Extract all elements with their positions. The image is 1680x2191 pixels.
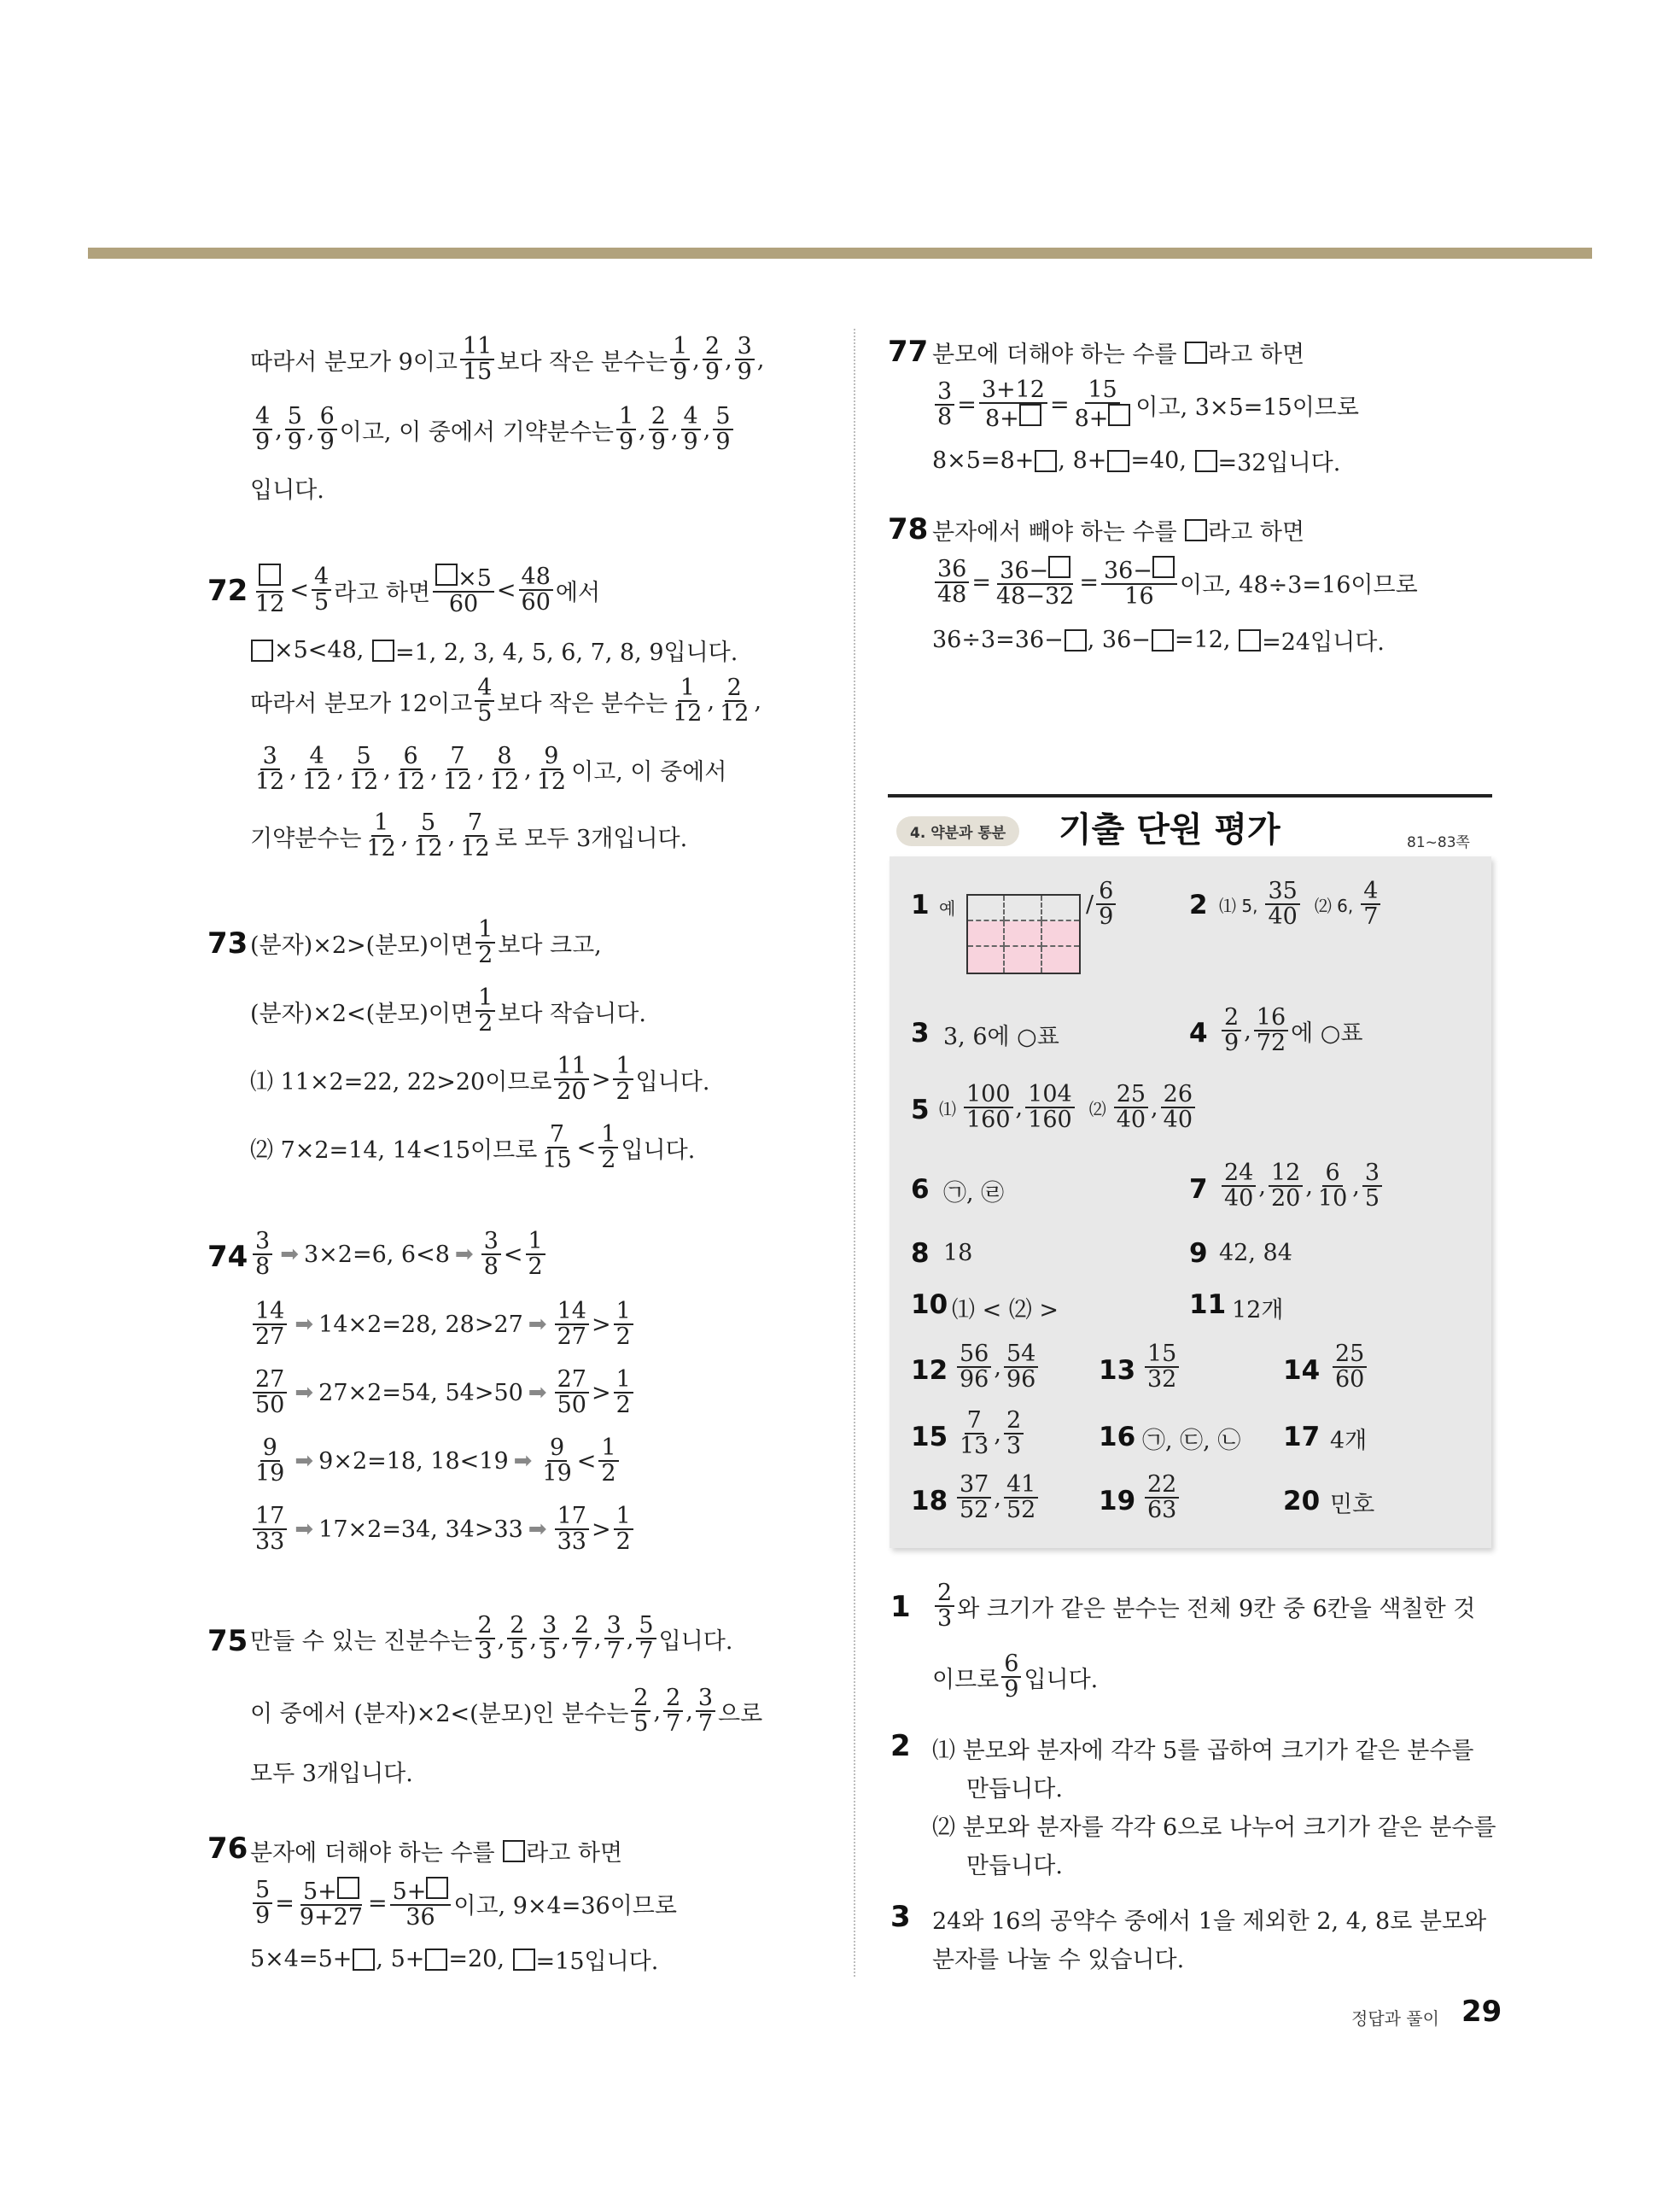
answer-number: 18 [911, 1486, 948, 1516]
explanation-line: 분자를 나눌 수 있습니다. [932, 1947, 1185, 1973]
arrow-icon: ➡ [454, 1242, 474, 1268]
p72-line3: 따라서 분모가 12이고 4 5 보다 작은 분수는 1 12 , 2 12 , [250, 675, 762, 727]
arrow-icon: ➡ [513, 1448, 533, 1475]
answer-example-label: 예 [939, 898, 956, 919]
top-rule [88, 248, 1592, 259]
answer-number: 19 [1099, 1486, 1136, 1516]
arrow-icon: ➡ [280, 1242, 299, 1268]
arrow-icon: ➡ [295, 1448, 314, 1475]
page-number: 29 [1461, 1995, 1502, 2029]
explanation-line: ⑴ 분모와 분자에 각각 5를 곱하여 크기가 같은 분수를 [932, 1738, 1474, 1764]
p76-line2: $\frac{5}{9}$ = $\frac{5+}{9+27}$ = $\frac{5+}{36}$ 이고, 9×4=36이므로 [250, 1877, 677, 1931]
explanation-line: 2 3 와 크기가 같은 분수는 전체 9칸 중 6칸을 색칠한 것 [932, 1581, 1475, 1632]
problem-number: 73 [207, 926, 248, 961]
p72-line4: 3 12 , 4 12 , 5 12 , 6 12 , 7 12 , 8 12 , 9 12 이고, 이 중에서 [255, 743, 727, 796]
answer-value: 22 63 [1142, 1473, 1181, 1523]
section-title: 기출 단원 평가 [1059, 810, 1280, 850]
arrow-icon: ➡ [295, 1380, 314, 1406]
problem-number: 78 [888, 512, 929, 546]
problem-number: 76 [207, 1832, 248, 1866]
answer-number: 3 [911, 1018, 930, 1049]
answer-number: 16 [1099, 1422, 1136, 1452]
answer-number: 5 [911, 1095, 930, 1125]
answer-value: 2 9 , 16 72 에 ○표 [1219, 1006, 1362, 1056]
p77-line3: 8×5=8+ , 8+ =40, =32입니다. [932, 447, 1341, 476]
answer-value: 3, 6에 ○표 [943, 1024, 1059, 1050]
p78-line3: 36÷3=36− , 36− =12, =24입니다. [932, 627, 1385, 656]
p72-line2: ×5<48, =1, 2, 3, 4, 5, 6, 7, 8, 9입니다. [250, 634, 738, 667]
answer-value: 18 [943, 1240, 973, 1266]
answer-number: 6 [911, 1174, 930, 1205]
answer-number: 1 [911, 890, 930, 920]
p73-line2: (분자)×2<(분모)이면 1 2 보다 작습니다. [250, 984, 646, 1037]
p74-row: 14 27 ➡ 14×2=28, 28>27 ➡ 14 27 > 1 2 [250, 1300, 636, 1350]
p77-line1: 분모에 더해야 하는 수를 라고 하면 [932, 342, 1305, 368]
answer-value: 7 13 , 2 3 [954, 1409, 1026, 1459]
answer-number: 13 [1099, 1355, 1136, 1386]
p73-line3: ⑴ 11×2=22, 22>20이므로 11 20 > 1 2 입니다. [250, 1053, 710, 1106]
p71-line3: 입니다. [250, 477, 324, 504]
answer-value: 민호 [1330, 1492, 1375, 1518]
fraction-grid-figure [966, 894, 1081, 974]
problem-number: 75 [207, 1624, 248, 1658]
answer-number: 14 [1283, 1355, 1321, 1386]
answer-value: ㉠, ㉣ [943, 1180, 1005, 1207]
p73-line1: (분자)×2>(분모)이면 1 2 보다 크고, [250, 916, 602, 969]
answer-value: 12개 [1232, 1297, 1284, 1323]
p74-row: 27 50 ➡ 27×2=54, 54>50 ➡ 27 50 > 1 2 [250, 1368, 636, 1418]
answer-value: ㉠, ㉢, ㉡ [1142, 1428, 1241, 1454]
answer-number: 12 [911, 1355, 948, 1386]
answer-number: 2 [1189, 890, 1208, 920]
answer-value: ⑴ < ⑵ > [952, 1297, 1059, 1323]
explanation-line: 24와 16의 공약수 중에서 1을 제외한 2, 4, 8로 분모와 [932, 1908, 1487, 1935]
problem-number: 77 [888, 335, 929, 369]
explanation-line: 만듭니다. [966, 1776, 1063, 1802]
p78-line2: $\frac{36}{48}$ = $\frac{36-}{48-32}$ = $\frac{36-}{16}$ 이고, 48÷3=16이므로 [932, 556, 1418, 610]
answer-value: 4개 [1330, 1428, 1368, 1454]
problem-number: 72 [207, 574, 248, 608]
arrow-icon: ➡ [528, 1516, 547, 1543]
answer-number: 17 [1283, 1422, 1321, 1452]
explanation-number: 3 [890, 1900, 911, 1934]
answer-value: 42, 84 [1219, 1240, 1292, 1266]
explanation-number: 1 [890, 1590, 911, 1624]
p71-line2: 4 9 , 5 9 , 6 9 이고, 이 중에서 기약분수는 1 9 , 2 9 , 4 9 , 5 9 [250, 405, 736, 455]
answer-number: 20 [1283, 1486, 1321, 1516]
answer-value: 24 40 , 12 20 , 6 10 , 3 5 [1219, 1161, 1385, 1212]
page-range: 81~83쪽 [1407, 834, 1470, 851]
p73-line4: ⑵ 7×2=14, 14<15이므로 7 15 < 1 2 입니다. [250, 1121, 696, 1174]
p75-line1: 만들 수 있는 진분수는 2 3 , 2 5 , 3 5 , 2 7 , 3 7 , 5 7 입니다. [250, 1612, 733, 1665]
problem-number: 74 [207, 1240, 248, 1274]
arrow-icon: ➡ [528, 1312, 547, 1338]
section-rule [888, 794, 1492, 798]
p71-line1: 따라서 분모가 9이고 11 15 보다 작은 분수는 1 9 , 2 9 , 3 9 , [250, 333, 765, 386]
answer-value: ⑴ 5, 35 40 ⑵ 6, 4 7 [1219, 879, 1383, 930]
p75-line3: 모두 3개입니다. [250, 1761, 413, 1787]
answer-value: 15 32 [1142, 1342, 1181, 1393]
p76-line3: 5×4=5+ , 5+ =20, =15입니다. [250, 1946, 659, 1975]
p72-line1: 12 < 4 5 라고 하면 ×5 60 < 48 60 에서 [255, 564, 601, 618]
p75-line2: 이 중에서 (분자)×2<(분모)인 분수는 2 5 , 2 7 , 3 7 으로 [250, 1685, 763, 1738]
answer-value: / 6 9 [1086, 879, 1118, 930]
explanation-line: ⑵ 분모와 분자를 각각 6으로 나누어 크기가 같은 분수를 [932, 1814, 1496, 1841]
answer-number: 4 [1189, 1018, 1208, 1049]
p72-line5: 기약분수는 1 12 , 5 12 , 7 12 로 모두 3개입니다. [250, 809, 688, 862]
arrow-icon: ➡ [295, 1516, 314, 1543]
answer-value: 25 60 [1330, 1342, 1369, 1393]
explanation-line: 만듭니다. [966, 1853, 1063, 1879]
arrow-icon: ➡ [528, 1380, 547, 1406]
footer-label: 정답과 풀이 [1351, 2008, 1439, 2029]
p74-row: 17 33 ➡ 17×2=34, 34>33 ➡ 17 33 > 1 2 [250, 1504, 636, 1555]
answer-value: ⑴ 100 160 , 104 160 ⑵ 25 40 , 26 40 [939, 1083, 1198, 1133]
unit-badge: 4. 약분과 통분 [896, 816, 1019, 846]
explanation-number: 2 [890, 1729, 911, 1763]
answer-number: 9 [1189, 1238, 1208, 1269]
answer-value: 56 96 , 54 96 [954, 1342, 1041, 1393]
p76-line1: 분자에 더해야 하는 수를 라고 하면 [250, 1840, 623, 1867]
answer-number: 15 [911, 1422, 948, 1452]
answer-number: 11 [1189, 1289, 1227, 1320]
answer-number: 7 [1189, 1174, 1208, 1205]
answer-value: 37 52 , 41 52 [954, 1473, 1041, 1523]
answer-number: 8 [911, 1238, 930, 1269]
explanation-line: 이므로 6 9 입니다. [932, 1651, 1099, 1703]
column-divider [854, 329, 855, 1977]
p74-row: 9 19 ➡ 9×2=18, 18<19 ➡ 9 19 < 1 2 [250, 1436, 621, 1487]
answer-number: 10 [911, 1289, 948, 1320]
p74-row: 3 8 ➡ 3×2=6, 6<8 ➡ 3 8 < 1 2 [250, 1230, 548, 1280]
arrow-icon: ➡ [295, 1312, 314, 1338]
p78-line1: 분자에서 빼야 하는 수를 라고 하면 [932, 519, 1305, 546]
p77-line2: $\frac{3}{8}$ = $\frac{3+12}{8+}$ = $\frac{15}{8+}$ 이고, 3×5=15이므로 [932, 378, 1359, 432]
